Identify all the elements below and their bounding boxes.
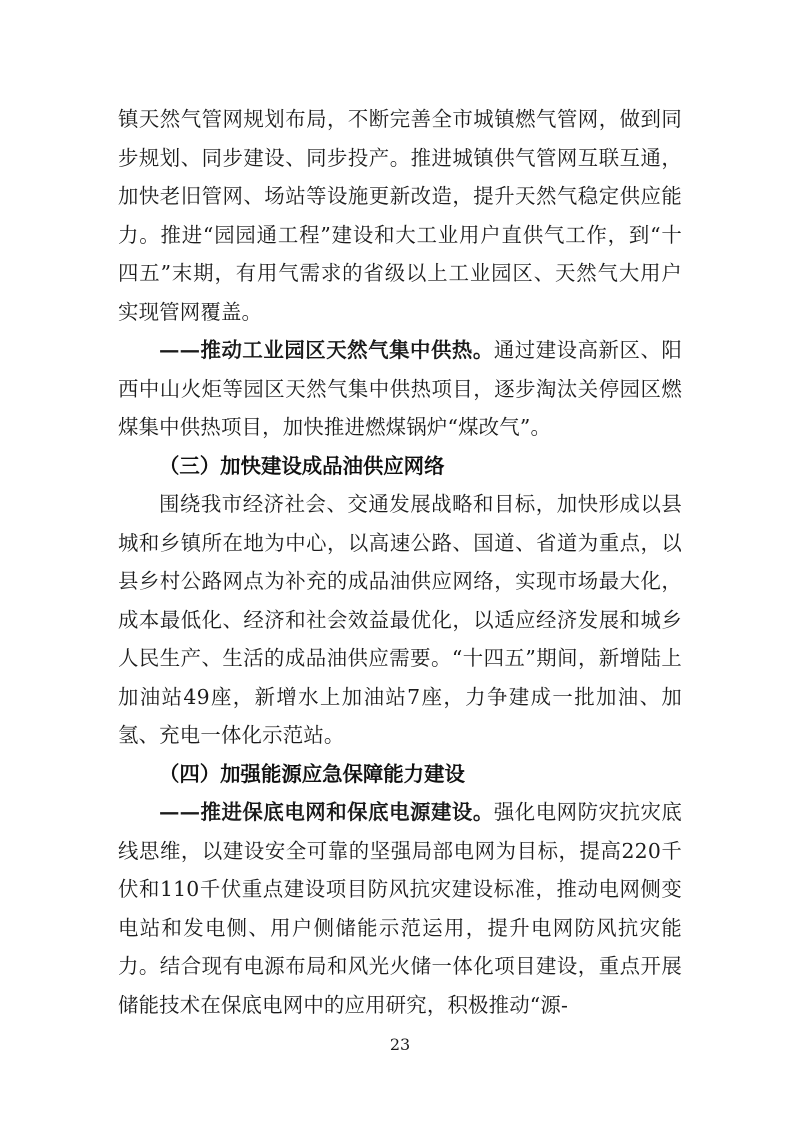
paragraph-backup-grid xyxy=(118,793,682,1024)
paragraph-refined-oil-network: 围绕我市经济社会、交通发展战略和目标，加快形成以县城和乡镇所在地为中心，以高速公路、国道、省道为重点，以县乡村公路网点为补充的成品油供应网络，实现市场最大化，成本最低化、经济和社会效益最优化，以适应经济发展和城乡人民生产、生活的成品油供应需要。“十四五”期间，新增陆上加油站49座，新增水上加油站7座，力争建成一批加油、加氢、充电一体化示范站。 xyxy=(118,492,682,747)
paragraph-body: 通过建设高新区、阳西中山火炬等园区天然气集中供热项目，逐步淘汰关停园区燃煤集中供热项目，加快推进燃煤锅炉“煤改气”。 xyxy=(118,338,682,439)
section-heading-three: （三）加快建设成品油供应网络 xyxy=(159,453,445,478)
lead-in-label: ——推进保底电网和保底电源建设。 xyxy=(159,800,494,824)
section-heading-four: （四）加强能源应急保障能力建设 xyxy=(159,761,465,786)
paragraph-continuation: 镇天然气管网规划布局，不断完善全市城镇燃气管网，做到同步规划、同步建设、同步投产。推进城镇供气管网互联互通，加快老旧管网、场站等设施更新改造，提升天然气稳定供应能力。推进“园园通工程”建设和大工业用户直供气工作，到“十四五”末期，有用气需求的省级以上工业园区、天然气大用户实现管网覆盖。 xyxy=(118,107,682,324)
paragraph-body: 强化电网防灾抗灾底线思维，以建设安全可靠的坚强局部电网为目标，提高220千伏和110千伏重点建设项目防风抗灾建设标准，推动电网侧变电站和发电侧、用户侧储能示范运用，提升电网防风抗灾能力。结合现有电源布局和风光火储一体化项目建设，重点开展储能技术在保底电网中的应用研究，积极推动“源- xyxy=(118,800,682,1017)
page-number: 23 xyxy=(389,1035,411,1054)
page-body xyxy=(118,100,682,1024)
paragraph-industrial-heating xyxy=(118,331,682,447)
lead-in-label: ——推动工业园区天然气集中供热。 xyxy=(159,338,494,362)
